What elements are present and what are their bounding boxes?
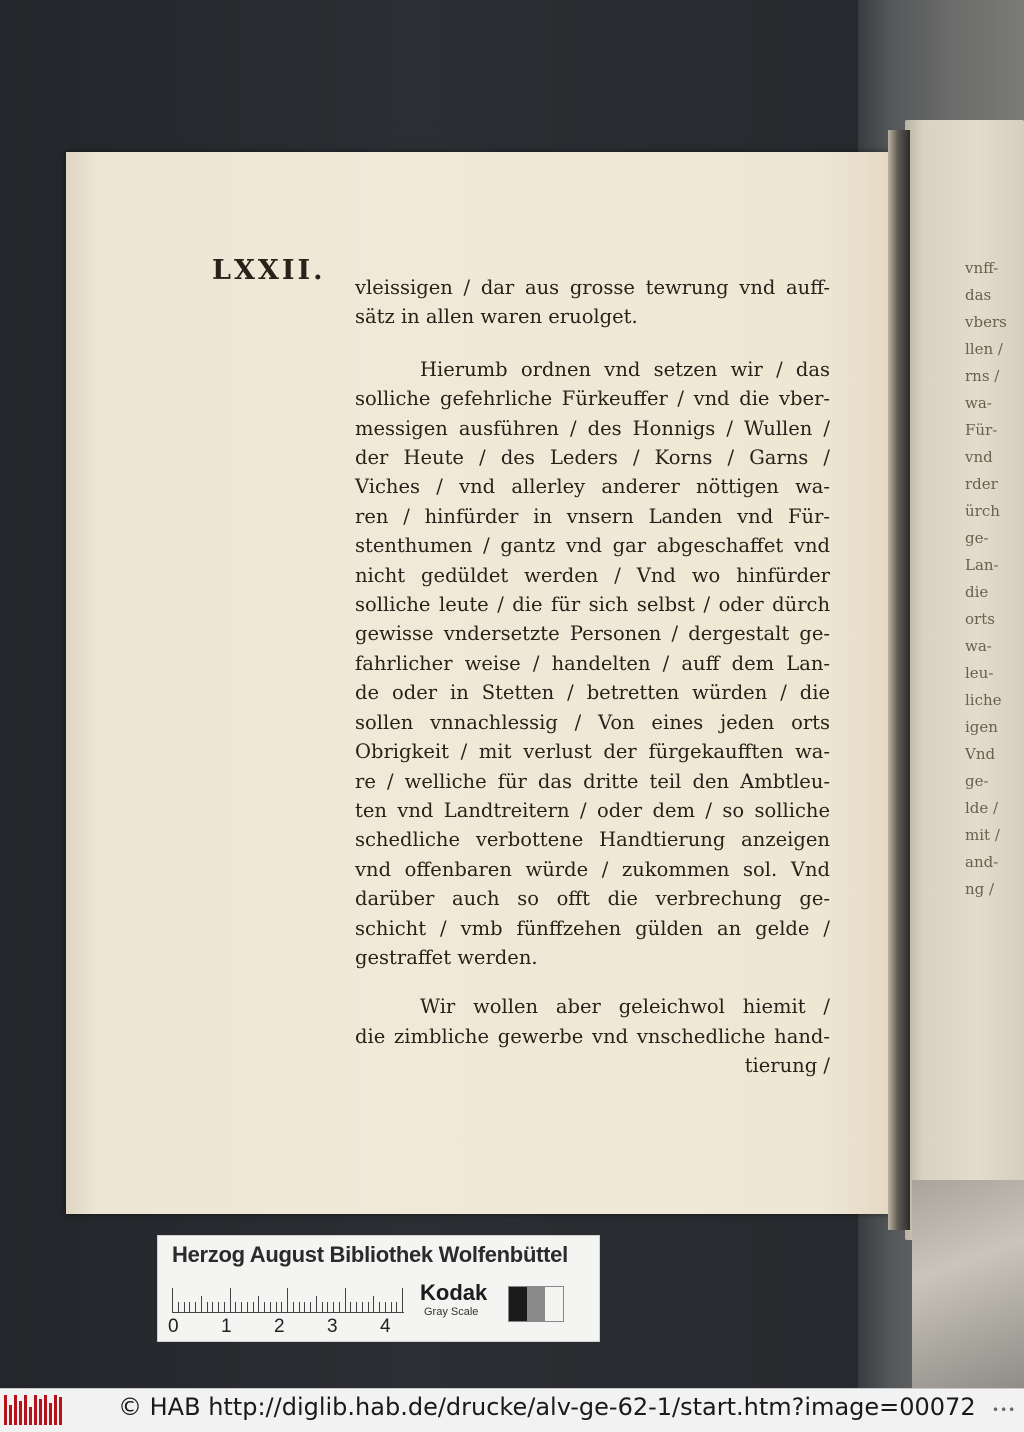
logo-bar [44, 1395, 47, 1425]
ruler-tick [276, 1302, 277, 1312]
text-line: Viches / vnd allerley anderer nöttigen wa- [355, 475, 830, 499]
ruler-tick [247, 1302, 248, 1312]
facing-page-line: llen / [965, 340, 1003, 358]
text-line: gewisse vndersetzte Personen / dergestalt ge- [355, 622, 830, 646]
gray-scale-label: Gray Scale [424, 1306, 479, 1318]
text-line: de oder in Stetten / betretten würden / die [355, 681, 830, 705]
ruler-tick [356, 1302, 357, 1312]
text-line: stenthumen / gantz vnd gar abgeschaffet vnd [355, 534, 830, 558]
ruler-tick [373, 1296, 374, 1312]
logo-bar [24, 1395, 27, 1425]
text-line: schedliche verbottene Handtierung anzeigen [355, 828, 830, 852]
facing-page-line: liche [965, 691, 1002, 709]
logo-bar [34, 1395, 37, 1425]
facing-page-line: igen [965, 718, 998, 736]
facing-page-text [965, 255, 1007, 903]
ruler-tick [396, 1302, 397, 1312]
ruler-tick [362, 1302, 363, 1312]
text-line: solliche gefehrliche Fürkeuffer / vnd die vber- [355, 387, 830, 411]
ruler [172, 1286, 404, 1313]
text-line: die zimbliche gewerbe vnd vnschedliche hand- [355, 1024, 830, 1048]
facing-page-line: mit / [965, 826, 1000, 844]
text-line: sätz in allen waren eruolget. [355, 305, 638, 329]
ruler-tick [368, 1302, 369, 1312]
copyright-url[interactable]: © HAB http://diglib.hab.de/drucke/alv-ge-62-1/start.htm?image=00072 [118, 1393, 976, 1421]
facing-page-line: vnd [965, 448, 993, 466]
facing-page-line: rder [965, 475, 998, 493]
ruler-tick [172, 1288, 173, 1312]
ruler-tick [379, 1302, 380, 1312]
ruler-number: 3 [327, 1316, 338, 1337]
ruler-number: 0 [168, 1316, 179, 1337]
logo-bar [14, 1395, 17, 1425]
text-line: ten vnd Landtreitern / oder dem / so solliche [355, 798, 830, 822]
text-line: der Heute / des Leders / Korns / Garns / [355, 446, 830, 470]
gray-swatch [527, 1287, 545, 1321]
facing-page [905, 120, 1024, 1240]
text-line: vnd offenbaren würde / zukommen sol. Vnd [355, 857, 830, 881]
ruler-tick [224, 1302, 225, 1312]
text-line: schicht / vmb fünffzehen gülden an gelde / [355, 916, 830, 940]
ruler-tick [333, 1302, 334, 1312]
text-line: re / welliche für das dritte teil den Ambtleu- [355, 769, 830, 793]
gray-swatch [545, 1287, 563, 1321]
facing-page-line: ge- [965, 772, 989, 790]
facing-page-line: wa- [965, 637, 992, 655]
kodak-logo: Kodak [420, 1280, 488, 1305]
ruler-tick [184, 1302, 185, 1312]
more-menu-icon[interactable]: ••• [992, 1403, 1017, 1417]
logo-bar [19, 1401, 22, 1425]
ruler-tick [218, 1302, 219, 1312]
facing-page-line: and- [965, 853, 999, 871]
ruler-tick [293, 1302, 294, 1312]
ruler-tick [327, 1302, 328, 1312]
ruler-tick [189, 1302, 190, 1312]
ruler-tick [195, 1302, 196, 1312]
text-line: Obrigkeit / mit verlust der fürgekaufften wa- [355, 740, 830, 764]
ruler-tick [339, 1302, 340, 1312]
color-calibration-bar [157, 1235, 600, 1342]
ruler-tick [299, 1302, 300, 1312]
ruler-tick [258, 1296, 259, 1312]
ruler-tick [322, 1302, 323, 1312]
ruler-tick [310, 1302, 311, 1312]
logo-bar [59, 1397, 62, 1425]
logo-bar [39, 1399, 42, 1425]
viewer-footer [0, 1388, 1024, 1432]
facing-page-line: wa- [965, 394, 992, 412]
facing-page-line: Lan- [965, 556, 999, 574]
ruler-number: 1 [221, 1316, 232, 1337]
ruler-tick [385, 1302, 386, 1312]
text-line: vleissigen / dar aus grosse tewrung vnd auff- [355, 276, 830, 299]
ruler-number: 2 [274, 1316, 285, 1337]
facing-page-line: das [965, 286, 992, 304]
ruler-tick [402, 1288, 403, 1312]
facing-page-line: ng / [965, 880, 995, 898]
ruler-tick [264, 1302, 265, 1312]
book-gutter [888, 130, 910, 1230]
page-text [355, 273, 830, 1081]
facing-page-line: lde / [965, 799, 999, 817]
ruler-number: 4 [380, 1316, 391, 1337]
ruler-tick [253, 1302, 254, 1312]
ruler-tick [241, 1302, 242, 1312]
text-line: Wir wollen aber geleichwol hiemit / [420, 995, 830, 1019]
facing-page-line: vnff- [965, 259, 999, 277]
facing-page-line: vbers [965, 313, 1007, 331]
ruler-tick [281, 1302, 282, 1312]
facing-page-line: orts [965, 610, 995, 628]
facing-page-line: ge- [965, 529, 989, 547]
ruler-tick [230, 1288, 231, 1312]
ruler-tick [212, 1302, 213, 1312]
folio-number: LXXII. [212, 255, 326, 286]
text-line: darüber auch so offt die verbrechung ge- [355, 887, 830, 911]
ruler-tick [350, 1302, 351, 1312]
facing-page-line: rns / [965, 367, 1000, 385]
gray-swatches [508, 1286, 564, 1322]
facing-page-line: die [965, 583, 989, 601]
hab-logo-icon[interactable] [4, 1395, 62, 1425]
logo-bar [54, 1395, 57, 1425]
facing-page-line: Vnd [965, 745, 996, 763]
text-line: Hierumb ordnen vnd setzen wir / das [420, 357, 830, 381]
ruler-tick [207, 1302, 208, 1312]
catchword: tierung / [744, 1054, 830, 1078]
ruler-tick [201, 1296, 202, 1312]
institution-name: Herzog August Bibliothek Wolfenbüttel [172, 1242, 568, 1267]
facing-page-line: leu- [965, 664, 994, 682]
text-line: gestraffet werden. [355, 945, 538, 969]
ruler-tick [391, 1302, 392, 1312]
text-line: nicht gedüldet werden / Vnd wo hinfürder [355, 563, 830, 587]
facing-page-line: Für- [965, 421, 998, 439]
ruler-tick [178, 1302, 179, 1312]
ruler-tick [235, 1302, 236, 1312]
ruler-tick [345, 1288, 346, 1312]
logo-bar [4, 1395, 7, 1425]
text-line: messigen ausführen / des Honnigs / Wullen / [355, 416, 830, 440]
ruler-tick [287, 1288, 288, 1312]
logo-bar [49, 1403, 52, 1425]
ruler-tick [316, 1296, 317, 1312]
text-line: fahrlicher weise / handelten / auff dem Lan- [355, 651, 830, 675]
logo-bar [29, 1407, 32, 1425]
text-line: ren / hinfürder in vnsern Landen vnd Für- [355, 504, 830, 528]
facing-page-line: ürch [965, 502, 1000, 520]
support-cloth [912, 1180, 1024, 1388]
text-line: sollen vnnachlessig / Von eines jeden orts [355, 710, 830, 734]
ruler-tick [270, 1302, 271, 1312]
gray-swatch [509, 1287, 527, 1321]
ruler-tick [304, 1302, 305, 1312]
text-line: solliche leute / die für sich selbst / oder dürch [355, 593, 830, 617]
logo-bar [9, 1405, 12, 1425]
